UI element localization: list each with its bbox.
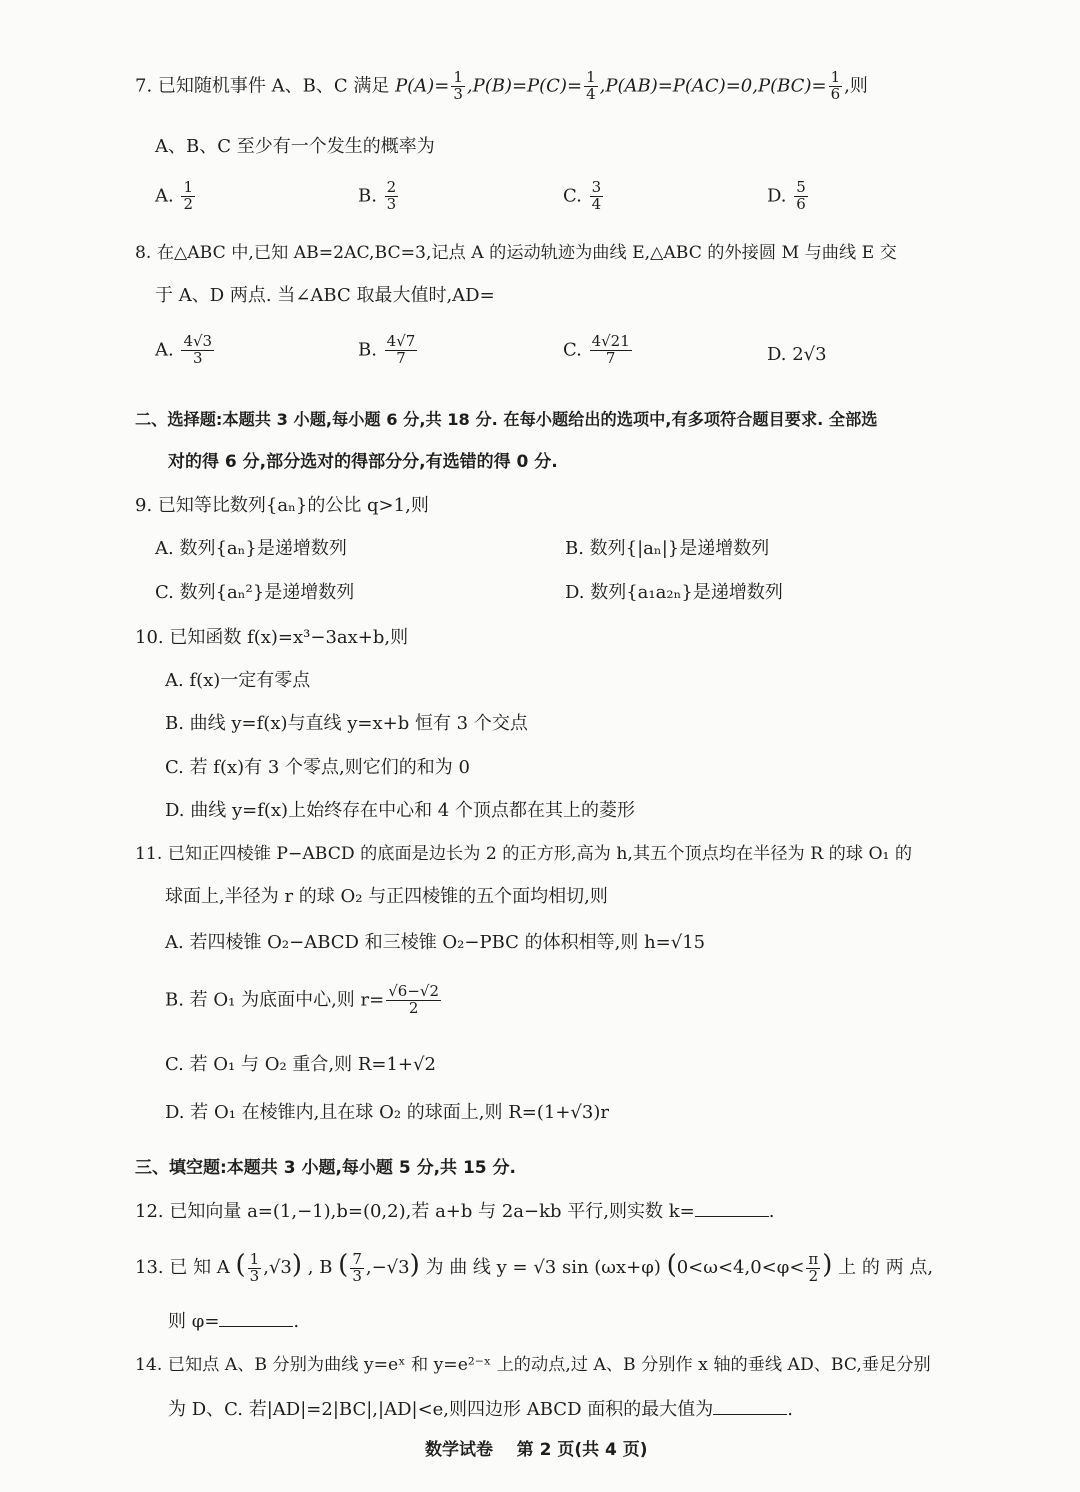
q8-option-b bbox=[358, 334, 419, 367]
q8-option-a-den: 3 bbox=[193, 348, 203, 367]
q13-b-frac bbox=[350, 1249, 364, 1285]
q8-line1: 8. 在△ABC 中,已知 AB=2AC,BC=3,记点 A 的运动轨迹为曲线 E,△ABC 的外接圆 M 与曲线 E 交 bbox=[135, 243, 897, 263]
q7-option-d-num: 5 bbox=[796, 178, 806, 196]
q13-end: . bbox=[293, 1311, 300, 1332]
q13-tail: 上 的 两 点, bbox=[832, 1257, 934, 1278]
q7-option-c-den: 4 bbox=[591, 194, 602, 213]
q7-option-a-num: 1 bbox=[183, 178, 193, 196]
q8-option-c-label: C. bbox=[563, 339, 588, 361]
q7-option-a-label: A. bbox=[155, 185, 180, 207]
q13-paren-open-b: ( bbox=[338, 1250, 349, 1280]
q9-option-a: A. 数列{aₙ}是递增数列 bbox=[155, 538, 347, 559]
q12-stem bbox=[135, 1201, 774, 1223]
q13-a-rest: ,√3 bbox=[263, 1257, 292, 1278]
q13-paren-open-a: ( bbox=[235, 1250, 246, 1280]
q9-stem: 9. 已知等比数列{aₙ}的公比 q>1,则 bbox=[135, 495, 429, 516]
q7-frac-1-den: 3 bbox=[453, 84, 463, 103]
q11-option-d: D. 若 O₁ 在棱锥内,且在球 O₂ 的球面上,则 R=(1+√3)r bbox=[165, 1102, 609, 1123]
q13-pi-num: π bbox=[808, 1249, 819, 1268]
q7-frac-2 bbox=[584, 70, 598, 103]
q11-option-b bbox=[165, 984, 443, 1017]
q12-stem-text: 12. 已知向量 a=(1,−1),b=(0,2),若 a+b 与 2a−kb 平行,则实数 k= bbox=[135, 1201, 695, 1222]
q7-option-d bbox=[767, 180, 810, 213]
q7-line2: A、B、C 至少有一个发生的概率为 bbox=[155, 136, 435, 157]
q13-paren-close-a: ) bbox=[291, 1250, 303, 1280]
q7-frac-2-den: 4 bbox=[586, 84, 596, 103]
q13-mid: , B bbox=[302, 1257, 339, 1278]
q7-frac-1 bbox=[451, 70, 465, 103]
q10-option-b: B. 曲线 y=f(x)与直线 y=x+b 恒有 3 个交点 bbox=[165, 713, 528, 734]
q14-line1: 14. 已知点 A、B 分别为曲线 y=eˣ 和 y=e²⁻ˣ 上的动点,过 A、B 分别作 x 轴的垂线 AD、BC,垂足分别 bbox=[135, 1355, 931, 1375]
q13-answer-blank bbox=[219, 1312, 293, 1327]
q10-option-c: C. 若 f(x)有 3 个零点,则它们的和为 0 bbox=[165, 757, 470, 778]
q7-frac-3 bbox=[829, 70, 843, 103]
q10-stem: 10. 已知函数 f(x)=x³−3ax+b,则 bbox=[135, 627, 409, 648]
section2-heading: 二、选择题:本题共 3 小题,每小题 6 分,共 18 分. 在每小题给出的选项中,有多项符合题目要求. 全部选 bbox=[135, 410, 878, 429]
q11-option-b-den: 2 bbox=[408, 998, 419, 1017]
q11-option-b-frac bbox=[386, 984, 441, 1017]
q11-option-b-num: √6−√2 bbox=[388, 982, 439, 1000]
q8-option-b-den: 7 bbox=[396, 348, 406, 367]
q7-option-a-frac bbox=[181, 180, 195, 213]
q13-pre: 13. 已 知 A bbox=[135, 1257, 236, 1278]
q8-option-a-num: 4√3 bbox=[183, 332, 213, 350]
q7-option-d-frac bbox=[794, 180, 808, 213]
q14-line2-text: 为 D、C. 若|AD|=2|BC|,|AD|<e,则四边形 ABCD 面积的最大值为 bbox=[168, 1399, 714, 1420]
q9-option-c: C. 数列{aₙ²}是递增数列 bbox=[155, 582, 355, 603]
q7-frac-1-num: 1 bbox=[453, 68, 463, 86]
q13-b-rest: ,−√3 bbox=[365, 1257, 410, 1278]
q13-pi-frac bbox=[806, 1249, 820, 1285]
q7-option-a-den: 2 bbox=[183, 194, 193, 213]
q7-option-c-label: C. bbox=[563, 185, 588, 207]
q13-cond: 0<ω<4,0<φ< bbox=[676, 1257, 805, 1278]
q7-option-b-frac bbox=[385, 180, 399, 213]
q11-option-b-pre: B. 若 O₁ 为底面中心,则 r= bbox=[165, 989, 385, 1011]
q8-option-a bbox=[155, 334, 216, 367]
q14-end: . bbox=[787, 1399, 793, 1420]
q13-line1 bbox=[135, 1250, 933, 1284]
q7-pab: ,P(AB)=P(AC)=0,P(BC)= bbox=[599, 75, 827, 97]
q7-option-b-den: 3 bbox=[386, 194, 397, 213]
q13-a-num: 1 bbox=[249, 1249, 260, 1268]
q13-pi-den: 2 bbox=[808, 1266, 819, 1285]
q8-option-c-num: 4√21 bbox=[591, 332, 630, 350]
q13-a-den: 3 bbox=[249, 1266, 260, 1285]
q7-option-b bbox=[358, 180, 400, 213]
q8-option-b-label: B. bbox=[358, 339, 383, 361]
q8-option-a-label: A. bbox=[155, 339, 180, 361]
page-footer: 数学试卷 第 2 页(共 4 页) bbox=[425, 1440, 648, 1460]
q13-b-num: 7 bbox=[352, 1249, 362, 1268]
q11-line2: 球面上,半径为 r 的球 O₂ 与正四棱锥的五个面均相切,则 bbox=[165, 886, 608, 907]
q14-line2 bbox=[168, 1399, 793, 1421]
q7-option-c-num: 3 bbox=[591, 178, 602, 196]
q8-option-c bbox=[563, 334, 634, 367]
q8-option-b-frac bbox=[385, 334, 418, 367]
q13-a-frac bbox=[248, 1249, 262, 1285]
q13-line2 bbox=[168, 1311, 299, 1333]
q8-option-a-frac bbox=[181, 334, 214, 367]
q7-option-d-label: D. bbox=[767, 185, 793, 207]
q7-frac-2-num: 1 bbox=[586, 68, 596, 86]
q7-stem-end: ,则 bbox=[844, 75, 868, 97]
q13-paren-close-cond: ) bbox=[822, 1250, 833, 1280]
q7-pb: ,P(B)=P(C)= bbox=[466, 75, 583, 97]
q7-frac-3-den: 6 bbox=[830, 84, 841, 103]
q7-frac-3-num: 1 bbox=[830, 68, 841, 86]
q7-option-d-den: 6 bbox=[796, 194, 806, 213]
section3-heading: 三、填空题:本题共 3 小题,每小题 5 分,共 15 分. bbox=[135, 1158, 516, 1178]
q11-option-a: A. 若四棱锥 O₂−ABCD 和三棱锥 O₂−PBC 的体积相等,则 h=√15 bbox=[165, 932, 706, 953]
q9-option-d: D. 数列{a₁a₂ₙ}是递增数列 bbox=[565, 582, 783, 603]
q7-option-c-frac bbox=[590, 180, 604, 213]
q8-option-d: D. 2√3 bbox=[767, 344, 827, 365]
q11-option-c: C. 若 O₁ 与 O₂ 重合,则 R=1+√2 bbox=[165, 1054, 436, 1075]
q7-option-b-label: B. bbox=[358, 185, 383, 207]
q7-option-a bbox=[155, 180, 197, 213]
q14-answer-blank bbox=[713, 1400, 787, 1415]
q9-option-b: B. 数列{|aₙ|}是递增数列 bbox=[565, 538, 770, 559]
q7-pa: P(A)= bbox=[395, 75, 450, 97]
q13-paren-close-b: ) bbox=[409, 1250, 420, 1280]
q10-option-a: A. f(x)一定有零点 bbox=[165, 670, 311, 691]
q8-option-c-frac bbox=[590, 334, 632, 367]
q11-line1: 11. 已知正四棱锥 P−ABCD 的底面是边长为 2 的正方形,高为 h,其五个顶点均在半径为 R 的球 O₁ 的 bbox=[135, 844, 913, 864]
q12-answer-blank bbox=[695, 1202, 769, 1217]
q13-line2-text: 则 φ= bbox=[168, 1311, 220, 1332]
q13-curve: 为 曲 线 y = √3 sin (ωx+φ) bbox=[419, 1257, 667, 1278]
q12-end: . bbox=[768, 1201, 775, 1222]
q7-option-b-num: 2 bbox=[386, 178, 397, 196]
q13-b-den: 3 bbox=[352, 1266, 362, 1285]
q8-line2: 于 A、D 两点. 当∠ABC 取最大值时,AD= bbox=[155, 285, 495, 306]
q7-option-c bbox=[563, 180, 605, 213]
q10-option-d: D. 曲线 y=f(x)上始终存在中心和 4 个顶点都在其上的菱形 bbox=[165, 800, 635, 821]
q8-option-c-den: 7 bbox=[605, 348, 616, 367]
section2-heading-line2: 对的得 6 分,部分选对的得部分分,有选错的得 0 分. bbox=[168, 452, 558, 472]
q13-paren-open-cond: ( bbox=[666, 1250, 677, 1280]
q8-option-b-num: 4√7 bbox=[386, 332, 416, 350]
q7-stem-start: 7. 已知随机事件 A、B、C 满足 bbox=[135, 75, 396, 97]
q7-stem bbox=[135, 70, 868, 103]
